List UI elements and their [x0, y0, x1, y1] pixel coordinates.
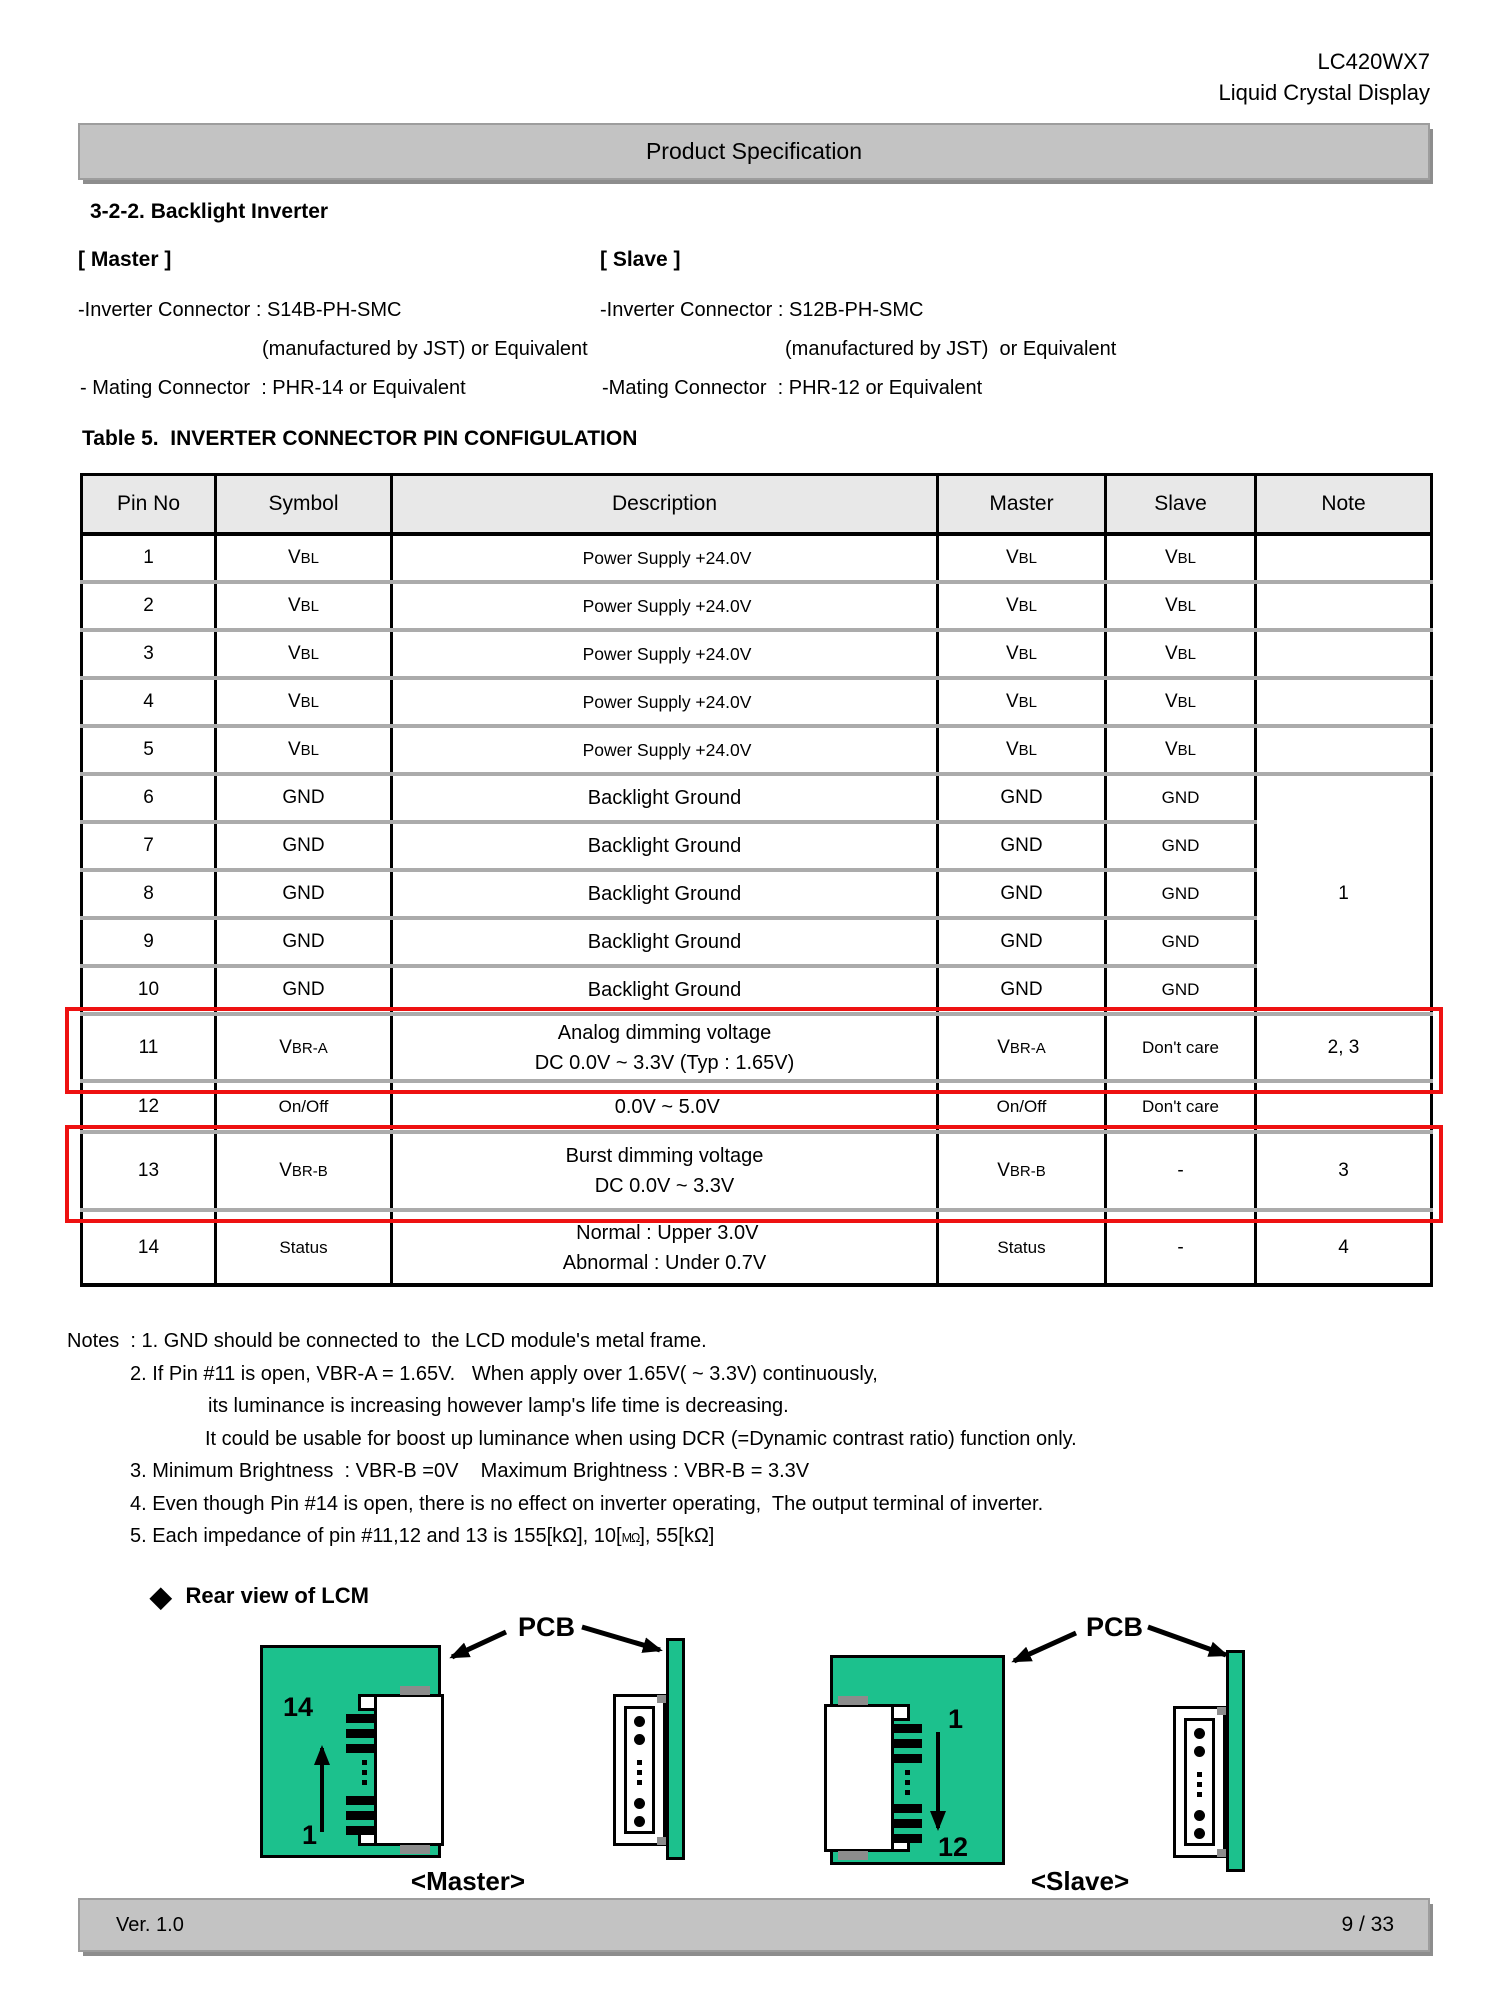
master-side-tab [657, 1837, 666, 1845]
symbol-cell: GND [216, 918, 392, 966]
master-connector-tab-bottom [400, 1845, 430, 1854]
master-cell: VBL [938, 726, 1106, 774]
master-manufacturer: (manufactured by JST) or Equivalent [262, 338, 588, 360]
slave-manufacturer: (manufactured by JST) or Equivalent [785, 338, 1117, 360]
slave-info-title: [ Slave ] [600, 248, 681, 271]
col-header-note: Note [1256, 475, 1432, 535]
symbol-cell: VBL [216, 534, 392, 582]
description-cell [392, 678, 938, 726]
rear-view-heading-text: Rear view of LCM [185, 1583, 369, 1608]
description-line: Power Supply +24.0V [582, 692, 752, 712]
product-line: Liquid Crystal Display [1218, 80, 1430, 105]
note-cell [1256, 582, 1432, 630]
note-4: 4. Even though Pin #14 is open, there is no effect on inverter operating, The output terminal of inverter. [130, 1493, 1044, 1515]
slave-cell: VBL [1106, 726, 1256, 774]
pin-configuration-table [80, 473, 1433, 1287]
note-2: 2. If Pin #11 is open, VBR-A = 1.65V. When apply over 1.65V( ~ 3.3V) continuously, [130, 1363, 878, 1385]
document-id [1218, 46, 1430, 108]
description-line: Power Supply +24.0V [582, 740, 752, 760]
model-number: LC420WX7 [1317, 49, 1430, 74]
side-pin-dot [634, 1798, 645, 1809]
description-cell [392, 1081, 938, 1132]
description-cell [392, 870, 938, 918]
slave-pin [892, 1739, 922, 1748]
note-5-mohm: MΩ [621, 1531, 640, 1545]
side-pin-dot [1194, 1728, 1205, 1739]
table-row [82, 726, 1432, 774]
table-header-row [82, 475, 1432, 535]
slave-cell: GND [1106, 870, 1256, 918]
pin-cell: 3 [82, 630, 216, 678]
note-cell [1256, 534, 1432, 582]
pin-cell: 1 [82, 534, 216, 582]
slave-cell: VBL [1106, 678, 1256, 726]
master-caption: <Master> [410, 1866, 526, 1896]
slave-cell: VBL [1106, 534, 1256, 582]
description-line: Normal : Upper 3.0V [570, 1221, 759, 1244]
master-cell: VBL [938, 678, 1106, 726]
table-row [82, 534, 1432, 582]
master-pin [346, 1729, 376, 1738]
table-body [82, 534, 1432, 1285]
slave-connector-tab-bottom [838, 1851, 868, 1860]
master-cell: GND [938, 774, 1106, 822]
symbol-cell: GND [216, 870, 392, 918]
table-row [82, 1014, 1432, 1081]
pin-ellipsis-dot [362, 1760, 367, 1765]
page-number: 9 / 33 [1341, 1913, 1394, 1936]
slave-cell: - [1106, 1210, 1256, 1285]
pin-cell: 13 [82, 1132, 216, 1210]
description-line: Power Supply +24.0V [582, 596, 752, 616]
slave-pin [892, 1804, 922, 1813]
title-banner [78, 123, 1430, 180]
description-line: DC 0.0V ~ 3.3V (Typ : 1.65V) [534, 1051, 795, 1074]
description-cell [392, 966, 938, 1014]
symbol-cell: VBR-B [216, 1132, 392, 1210]
description-line: Analog dimming voltage [557, 1021, 772, 1044]
table-row [82, 870, 1432, 918]
section-title: 3-2-2. Backlight Inverter [90, 200, 329, 223]
slave-side-tab [1217, 1849, 1226, 1857]
symbol-cell: VBL [216, 582, 392, 630]
pcb-arrow-master-left [452, 1632, 506, 1657]
master-pin1-label: 1 [302, 1820, 318, 1850]
side-pin-ellipsis [637, 1780, 642, 1785]
banner-title: Product Specification [645, 138, 863, 164]
master-pin [346, 1826, 376, 1835]
slave-cell: GND [1106, 774, 1256, 822]
symbol-cell: GND [216, 966, 392, 1014]
pin-cell: 2 [82, 582, 216, 630]
slave-pin12-label: 12 [938, 1832, 969, 1862]
slave-cell: GND [1106, 966, 1256, 1014]
description-cell [392, 1132, 938, 1210]
pcb-label-master: PCB [518, 1612, 576, 1642]
master-pin [346, 1714, 376, 1723]
master-cell: VBL [938, 582, 1106, 630]
description-line: Backlight Ground [587, 931, 742, 953]
side-pin-dot [634, 1816, 645, 1827]
slave-pin [892, 1754, 922, 1763]
pin-cell: 14 [82, 1210, 216, 1285]
master-side-tab [657, 1695, 666, 1703]
side-pin-dot [1194, 1828, 1205, 1839]
slave-cell: GND [1106, 918, 1256, 966]
side-pin-dot [1194, 1810, 1205, 1821]
table-row [82, 822, 1432, 870]
symbol-cell: VBL [216, 630, 392, 678]
table-row [82, 678, 1432, 726]
master-mating-connector: - Mating Connector : PHR-14 or Equivalent [80, 377, 466, 399]
master-cell: GND [938, 822, 1106, 870]
description-cell [392, 774, 938, 822]
description-line: 0.0V ~ 5.0V [609, 1095, 720, 1118]
pin-table-wrap [80, 473, 1430, 1287]
slave-cell: - [1106, 1132, 1256, 1210]
pin-ellipsis-dot [905, 1770, 910, 1775]
side-pin-ellipsis [1197, 1782, 1202, 1787]
table-row [82, 582, 1432, 630]
side-pin-dot [634, 1716, 645, 1727]
description-line: DC 0.0V ~ 3.3V [594, 1175, 735, 1197]
col-header-symbol: Symbol [216, 475, 392, 535]
side-pin-ellipsis [637, 1770, 642, 1775]
symbol-cell: GND [216, 774, 392, 822]
side-pin-ellipsis [637, 1760, 642, 1765]
slave-side-tab [1217, 1707, 1226, 1715]
slave-caption: <Slave> [1030, 1866, 1130, 1896]
master-cell: Status [938, 1210, 1106, 1285]
master-cell: GND [938, 918, 1106, 966]
pin-cell: 12 [82, 1081, 216, 1132]
pin-cell: 4 [82, 678, 216, 726]
side-pin-dot [1194, 1746, 1205, 1757]
side-pin-ellipsis [1197, 1792, 1202, 1797]
table-title: Table 5. INVERTER CONNECTOR PIN CONFIGULATION [82, 427, 638, 450]
note-cell [1256, 678, 1432, 726]
pcb-arrow-master-right [582, 1627, 660, 1650]
master-pcb-side [666, 1638, 685, 1860]
pin-cell: 7 [82, 822, 216, 870]
slave-cell: VBL [1106, 582, 1256, 630]
master-connector-tab-top [400, 1686, 430, 1695]
pcb-label-slave: PCB [1086, 1612, 1144, 1642]
description-line: Backlight Ground [587, 835, 742, 857]
description-cell [392, 534, 938, 582]
description-cell [392, 582, 938, 630]
description-cell [392, 630, 938, 678]
note-3: 3. Minimum Brightness : VBR-B =0V Maximum Brightness : VBR-B = 3.3V [130, 1460, 810, 1482]
master-info-title: [ Master ] [78, 248, 172, 271]
pin-cell: 5 [82, 726, 216, 774]
master-cell: VBR-A [938, 1014, 1106, 1081]
master-cell: On/Off [938, 1081, 1106, 1132]
slave-pin [892, 1819, 922, 1828]
table-row [82, 774, 1432, 822]
note-cell [1256, 630, 1432, 678]
master-pin [346, 1796, 376, 1805]
description-cell [392, 918, 938, 966]
description-line: Power Supply +24.0V [582, 548, 752, 568]
slave-cell: GND [1106, 822, 1256, 870]
note-cell: 3 [1256, 1132, 1432, 1210]
master-cell: VBL [938, 534, 1106, 582]
description-line: Backlight Ground [587, 979, 742, 1001]
pin-cell: 6 [82, 774, 216, 822]
slave-pcb-side [1226, 1650, 1245, 1872]
symbol-cell: GND [216, 822, 392, 870]
note-cell: 4 [1256, 1210, 1432, 1285]
rear-view-heading [150, 1580, 369, 1613]
note-5-text: 5. Each impedance of pin #11,12 and 13 is 155[kΩ], 10[ [130, 1525, 622, 1547]
master-cell: VBR-B [938, 1132, 1106, 1210]
symbol-cell: VBL [216, 678, 392, 726]
page-footer [78, 1898, 1430, 1952]
col-header-description: Description [392, 475, 938, 535]
slave-cell: Don't care [1106, 1081, 1256, 1132]
description-cell [392, 726, 938, 774]
slave-pin [892, 1724, 922, 1733]
diamond-bullet-icon: ◆ [150, 1581, 172, 1612]
description-cell [392, 1014, 938, 1081]
note-5-tail: ], 55[kΩ] [639, 1525, 715, 1547]
description-cell [392, 1210, 938, 1285]
symbol-cell: VBR-A [216, 1014, 392, 1081]
table-row [82, 1132, 1432, 1210]
master-pin [346, 1811, 376, 1820]
description-line: Power Supply +24.0V [582, 644, 752, 664]
table-row [82, 966, 1432, 1014]
slave-mating-connector: -Mating Connector : PHR-12 or Equivalent [602, 377, 983, 399]
table-row [82, 918, 1432, 966]
master-inverter-connector: -Inverter Connector : S14B-PH-SMC [78, 299, 402, 321]
note-cell [1256, 726, 1432, 774]
table-row [82, 1081, 1432, 1132]
slave-cell: VBL [1106, 630, 1256, 678]
slave-connector-body [824, 1704, 894, 1852]
pin-ellipsis-dot [905, 1790, 910, 1795]
symbol-cell: Status [216, 1210, 392, 1285]
slave-connector-tab-top [838, 1696, 868, 1705]
symbol-cell: VBL [216, 726, 392, 774]
pcb-arrow-slave-right [1148, 1627, 1226, 1655]
note-cell [1256, 1081, 1432, 1132]
side-pin-dot [634, 1734, 645, 1745]
pin-ellipsis-dot [905, 1780, 910, 1785]
description-line: Backlight Ground [587, 883, 742, 905]
description-line: Burst dimming voltage [565, 1145, 764, 1167]
note-cell: 1 [1256, 774, 1432, 1014]
master-info [78, 248, 171, 272]
slave-info [600, 248, 681, 272]
slave-cell: Don't care [1106, 1014, 1256, 1081]
symbol-cell: On/Off [216, 1081, 392, 1132]
pin-cell: 10 [82, 966, 216, 1014]
master-cell: GND [938, 870, 1106, 918]
col-header-slave: Slave [1106, 475, 1256, 535]
master-cell: VBL [938, 630, 1106, 678]
diagram-arrows [0, 1600, 1498, 1940]
col-header-pin: Pin No [82, 475, 216, 535]
slave-pin [892, 1834, 922, 1843]
description-line: Backlight Ground [587, 787, 742, 809]
note-5 [130, 1525, 714, 1548]
pin-ellipsis-dot [362, 1770, 367, 1775]
table-row [82, 630, 1432, 678]
side-pin-ellipsis [1197, 1772, 1202, 1777]
master-connector-body [374, 1694, 444, 1846]
master-pin14-label: 14 [283, 1692, 314, 1722]
description-line: Abnormal : Under 0.7V [562, 1251, 767, 1274]
version-label: Ver. 1.0 [116, 1913, 184, 1936]
pin-ellipsis-dot [362, 1780, 367, 1785]
slave-pin1-label: 1 [948, 1704, 964, 1734]
pin-cell: 8 [82, 870, 216, 918]
master-pin [346, 1744, 376, 1753]
description-cell [392, 822, 938, 870]
pin-cell: 11 [82, 1014, 216, 1081]
note-2-cont-1: its luminance is increasing however lamp's life time is decreasing. [208, 1395, 789, 1417]
note-1: Notes : 1. GND should be connected to the LCD module's metal frame. [67, 1330, 707, 1352]
col-header-master: Master [938, 475, 1106, 535]
slave-inverter-connector: -Inverter Connector : S12B-PH-SMC [600, 299, 924, 321]
pin-cell: 9 [82, 918, 216, 966]
note-2-cont-2: It could be usable for boost up luminance when using DCR (=Dynamic contrast ratio) function only. [205, 1428, 1077, 1450]
pcb-arrow-slave-left [1014, 1633, 1076, 1661]
note-cell: 2, 3 [1256, 1014, 1432, 1081]
master-cell: GND [938, 966, 1106, 1014]
table-row [82, 1210, 1432, 1285]
